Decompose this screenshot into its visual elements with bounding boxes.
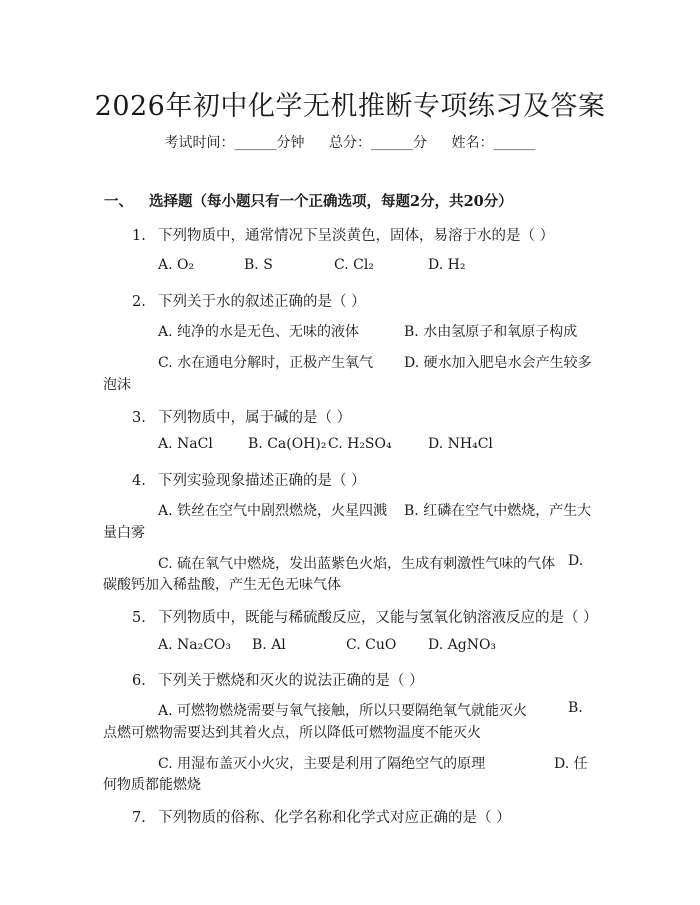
option-d: D. H₂ (428, 257, 466, 273)
option-b: B. Ca(OH)₂ (248, 436, 327, 452)
option-c: C. CuO (346, 637, 397, 653)
student-name-field: 姓名：______ (451, 135, 536, 151)
question-text: 下列关于水的叙述正确的是（ ） (158, 294, 366, 310)
question-6 (132, 669, 424, 690)
option-a: A. 铁丝在空气中剧烈燃烧，火星四溅 (158, 503, 388, 519)
question-3 (132, 406, 351, 427)
option-d: D. NH₄Cl (428, 436, 493, 452)
option-c: C. 硫在氧气中燃烧，发出蓝紫色火焰，生成有刺激性气味的气体 (158, 556, 556, 572)
option-b: B. (568, 700, 583, 716)
question-number: 1. (132, 228, 146, 244)
option-b-continued: 点燃可燃物需要达到其着火点，所以降低可燃物温度不能灭火 (103, 725, 481, 741)
question-text: 下列物质的俗称、化学名称和化学式对应正确的是（ ） (158, 810, 511, 826)
option-c: C. 用湿布盖灭小火灾，主要是利用了隔绝空气的原理 (158, 756, 486, 772)
question-number: 7. (132, 810, 146, 826)
question-number: 4. (132, 473, 146, 489)
question-2 (132, 290, 366, 311)
question-number: 2. (132, 294, 146, 310)
option-b: B. 红磷在空气中燃烧，产生大 (404, 503, 592, 519)
question-5 (132, 606, 598, 627)
question-text: 下列关于燃烧和灭火的说法正确的是（ ） (158, 673, 424, 689)
option-b-continued: 量白雾 (103, 525, 145, 541)
option-d-continued: 碳酸钙加入稀盐酸，产生无色无味气体 (103, 577, 341, 593)
question-7 (132, 806, 511, 827)
option-d: D. AgNO₃ (428, 637, 497, 653)
option-a: A. Na₂CO₃ (158, 637, 232, 653)
question-text: 下列物质中，属于碱的是（ ） (158, 410, 352, 426)
section-number: 一、 (104, 193, 133, 210)
section-title: 选择题（每小题只有一个正确选项，每题2分，共20分） (149, 193, 513, 210)
question-text: 下列物质中，既能与稀硫酸反应，又能与氢氧化钠溶液反应的是（ ） (158, 610, 598, 626)
option-a: A. 可燃物燃烧需要与氧气接触，所以只要隔绝氧气就能灭火 (158, 703, 528, 719)
option-d: D. 任 (554, 756, 588, 772)
option-b: B. Al (252, 637, 286, 653)
exam-time-field: 考试时间：______分钟 (164, 135, 305, 151)
option-d-continued: 泡沫 (103, 377, 131, 393)
option-a: A. 纯净的水是无色、无味的液体 (158, 324, 360, 340)
question-number: 5. (132, 610, 146, 626)
option-d: D. (568, 553, 584, 569)
option-a: A. O₂ (158, 257, 195, 273)
option-d-continued: 何物质都能燃烧 (103, 777, 201, 793)
exam-meta (0, 132, 700, 152)
total-score-field: 总分：______分 (329, 135, 427, 151)
question-1 (132, 224, 554, 245)
option-a: A. NaCl (158, 436, 213, 452)
option-c: C. H₂SO₄ (328, 436, 392, 452)
question-4 (132, 469, 366, 490)
option-b: B. 水由氢原子和氧原子构成 (404, 324, 578, 340)
question-text: 下列物质中，通常情况下呈淡黄色，固体，易溶于水的是（ ） (158, 228, 555, 244)
document-title: 2026年初中化学无机推断专项练习及答案 (94, 91, 606, 122)
section-heading (104, 190, 513, 211)
option-b: B. S (244, 257, 273, 273)
question-number: 6. (132, 673, 146, 689)
option-c: C. Cl₂ (334, 257, 374, 273)
question-text: 下列实验现象描述正确的是（ ） (158, 473, 366, 489)
option-d: D. 硬水加入肥皂水会产生较多 (404, 355, 592, 371)
option-c: C. 水在通电分解时，正极产生氧气 (158, 355, 374, 371)
question-number: 3. (132, 410, 146, 426)
